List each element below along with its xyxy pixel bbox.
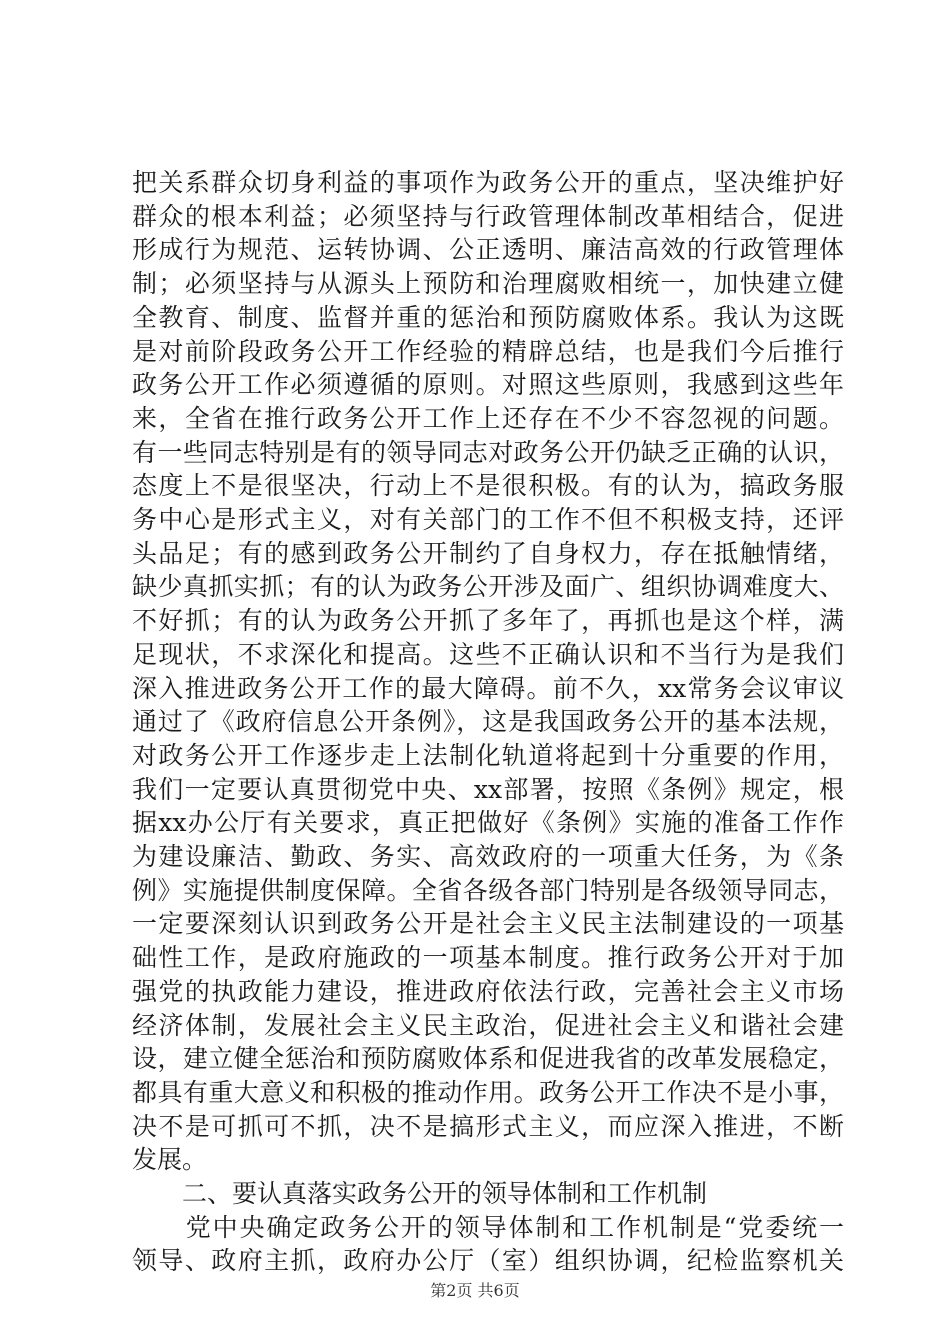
text-line: 不好抓；有的认为政务公开抓了多年了，再抓也是这个样，满 bbox=[132, 606, 844, 636]
text-line: 党中央确定政务公开的领导体制和工作机制是“党委统一 bbox=[132, 1212, 844, 1242]
text-line: 设，建立健全惩治和预防腐败体系和促进我省的改革发展稳定， bbox=[132, 1044, 844, 1074]
text-line: 态度上不是很坚决，行动上不是很积极。有的认为，搞政务服 bbox=[132, 471, 844, 501]
text-line: 领导、政府主抓，政府办公厅（室）组织协调，纪检监察机关 bbox=[132, 1246, 844, 1276]
text-line: 据xx办公厅有关要求，真正把做好《条例》实施的准备工作作 bbox=[132, 808, 844, 838]
text-line: 二、要认真落实政务公开的领导体制和工作机制 bbox=[132, 1179, 708, 1208]
text-line: 为建设廉洁、勤政、务实、高效政府的一项重大任务，为《条 bbox=[132, 842, 844, 871]
text-line: 形成行为规范、运转协调、公正透明、廉洁高效的行政管理体 bbox=[132, 235, 844, 265]
text-line: 制；必须坚持与从源头上预防和治理腐败相统一，加快建立健 bbox=[132, 269, 844, 299]
text-line: 通过了《政府信息公开条例》，这是我国政务公开的基本法规， bbox=[132, 707, 844, 737]
text-line: 是对前阶段政务公开工作经验的精辟总结，也是我们今后推行 bbox=[132, 336, 844, 366]
text-line: 强党的执政能力建设，推进政府依法行政，完善社会主义市场 bbox=[132, 976, 844, 1006]
text-line: 发展。 bbox=[132, 1145, 208, 1175]
text-line: 经济体制，发展社会主义民主政治，促进社会主义和谐社会建 bbox=[132, 1010, 844, 1040]
text-line: 务中心是形式主义，对有关部门的工作不但不积极支持，还评 bbox=[132, 505, 844, 534]
text-line: 础性工作，是政府施政的一项基本制度。推行政务公开对于加 bbox=[132, 943, 844, 973]
text-line: 决不是可抓可不抓，决不是搞形式主义，而应深入推进，不断 bbox=[132, 1111, 844, 1141]
text-line: 有一些同志特别是有的领导同志对政务公开仍缺乏正确的认识， bbox=[132, 437, 844, 467]
text-line: 缺少真抓实抓；有的认为政务公开涉及面广、组织协调难度大、 bbox=[132, 572, 844, 602]
text-line: 群众的根本利益；必须坚持与行政管理体制改革相结合，促进 bbox=[132, 201, 844, 231]
text-line: 把关系群众切身利益的事项作为政务公开的重点，坚决维护好 bbox=[132, 168, 844, 197]
text-line: 都具有重大意义和积极的推动作用。政务公开工作决不是小事， bbox=[132, 1077, 844, 1107]
text-line: 全教育、制度、监督并重的惩治和预防腐败体系。我认为这既 bbox=[132, 302, 844, 332]
text-line: 例》实施提供制度保障。全省各级各部门特别是各级领导同志， bbox=[132, 875, 844, 905]
text-line: 深入推进政务公开工作的最大障碍。前不久，xx常务会议审议 bbox=[132, 673, 844, 703]
text-line: 政务公开工作必须遵循的原则。对照这些原则，我感到这些年 bbox=[132, 370, 844, 400]
page-number-footer: 第2页 共6页 bbox=[430, 1281, 520, 1300]
text-line: 我们一定要认真贯彻党中央、xx部署，按照《条例》规定，根 bbox=[132, 774, 844, 804]
text-line: 头品足；有的感到政务公开制约了自身权力，存在抵触情绪， bbox=[132, 538, 844, 568]
text-line: 一定要深刻认识到政务公开是社会主义民主法制建设的一项基 bbox=[132, 909, 844, 939]
text-line: 对政务公开工作逐步走上法制化轨道将起到十分重要的作用， bbox=[132, 740, 844, 770]
text-line: 足现状，不求深化和提高。这些不正确认识和不当行为是我们 bbox=[132, 639, 844, 669]
text-line: 来，全省在推行政务公开工作上还存在不少不容忽视的问题。 bbox=[132, 403, 844, 433]
